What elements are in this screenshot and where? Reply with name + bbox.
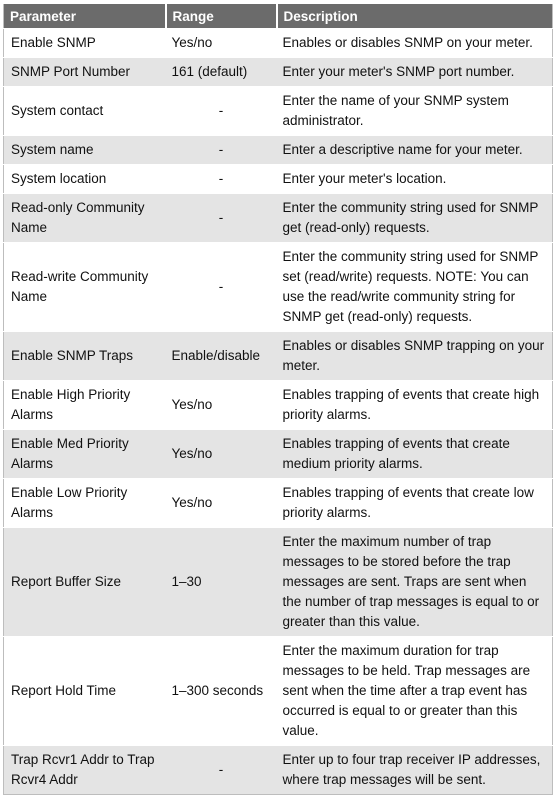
cell-description: Enter the community string used for SNMP set (read/write) requests. NOTE: You can use the read/write community string for SNMP get (read-only) requests. (277, 243, 553, 332)
cell-description: Enter the community string used for SNMP get (read-only) requests. (277, 194, 553, 243)
cell-parameter: Read-write Community Name (4, 243, 166, 332)
table-row (4, 381, 553, 430)
cell-description: Enter the maximum duration for trap messages to be held. Trap messages are sent when the time after a trap event has occurred is equal to or greater than this value. (277, 637, 553, 746)
table-row (4, 243, 553, 332)
table-row (4, 528, 553, 637)
cell-range: - (166, 746, 277, 795)
cell-parameter: Enable SNMP Traps (4, 332, 166, 381)
cell-range: 161 (default) (166, 58, 277, 87)
cell-range: - (166, 243, 277, 332)
cell-description: Enter your meter's SNMP port number. (277, 58, 553, 87)
cell-parameter: Report Hold Time (4, 637, 166, 746)
cell-range: 1–300 seconds (166, 637, 277, 746)
cell-range: 1–30 (166, 528, 277, 637)
cell-range: - (166, 165, 277, 194)
table-row (4, 746, 553, 795)
cell-parameter: Enable SNMP (4, 29, 166, 58)
header-parameter: Parameter (4, 4, 166, 29)
cell-range: Yes/no (166, 430, 277, 479)
cell-parameter: Report Buffer Size (4, 528, 166, 637)
cell-description: Enables trapping of events that create medium priority alarms. (277, 430, 553, 479)
table-row (4, 136, 553, 165)
table-row (4, 165, 553, 194)
cell-parameter: Read-only Community Name (4, 194, 166, 243)
cell-description: Enter your meter's location. (277, 165, 553, 194)
cell-parameter: Trap Rcvr1 Addr to Trap Rcvr4 Addr (4, 746, 166, 795)
cell-parameter: System name (4, 136, 166, 165)
table-row (4, 194, 553, 243)
cell-range: Yes/no (166, 479, 277, 528)
cell-description: Enter the name of your SNMP system administrator. (277, 87, 553, 136)
cell-description: Enter a descriptive name for your meter. (277, 136, 553, 165)
cell-description: Enter the maximum number of trap messages to be stored before the trap messages are sent. Traps are sent when the number of trap messages is equal to or greater than this value. (277, 528, 553, 637)
table-row (4, 479, 553, 528)
cell-range: - (166, 136, 277, 165)
cell-range: - (166, 87, 277, 136)
cell-range: Yes/no (166, 29, 277, 58)
cell-range: Yes/no (166, 381, 277, 430)
table-row (4, 29, 553, 58)
snmp-parameters-table-container (3, 4, 552, 795)
table-header-row (4, 4, 553, 29)
table-body (4, 29, 553, 795)
table-row (4, 332, 553, 381)
cell-parameter: Enable Med Priority Alarms (4, 430, 166, 479)
table-row (4, 58, 553, 87)
cell-parameter: System location (4, 165, 166, 194)
cell-description: Enables trapping of events that create high priority alarms. (277, 381, 553, 430)
header-range: Range (166, 4, 277, 29)
cell-parameter: SNMP Port Number (4, 58, 166, 87)
cell-parameter: Enable High Priority Alarms (4, 381, 166, 430)
table-row (4, 637, 553, 746)
cell-range: - (166, 194, 277, 243)
cell-range: Enable/disable (166, 332, 277, 381)
cell-description: Enter up to four trap receiver IP addresses, where trap messages will be sent. (277, 746, 553, 795)
header-description: Description (277, 4, 553, 29)
snmp-parameters-table (3, 4, 553, 795)
cell-description: Enables or disables SNMP on your meter. (277, 29, 553, 58)
cell-description: Enables or disables SNMP trapping on your meter. (277, 332, 553, 381)
table-row (4, 87, 553, 136)
cell-parameter: System contact (4, 87, 166, 136)
table-row (4, 430, 553, 479)
cell-description: Enables trapping of events that create low priority alarms. (277, 479, 553, 528)
cell-parameter: Enable Low Priority Alarms (4, 479, 166, 528)
